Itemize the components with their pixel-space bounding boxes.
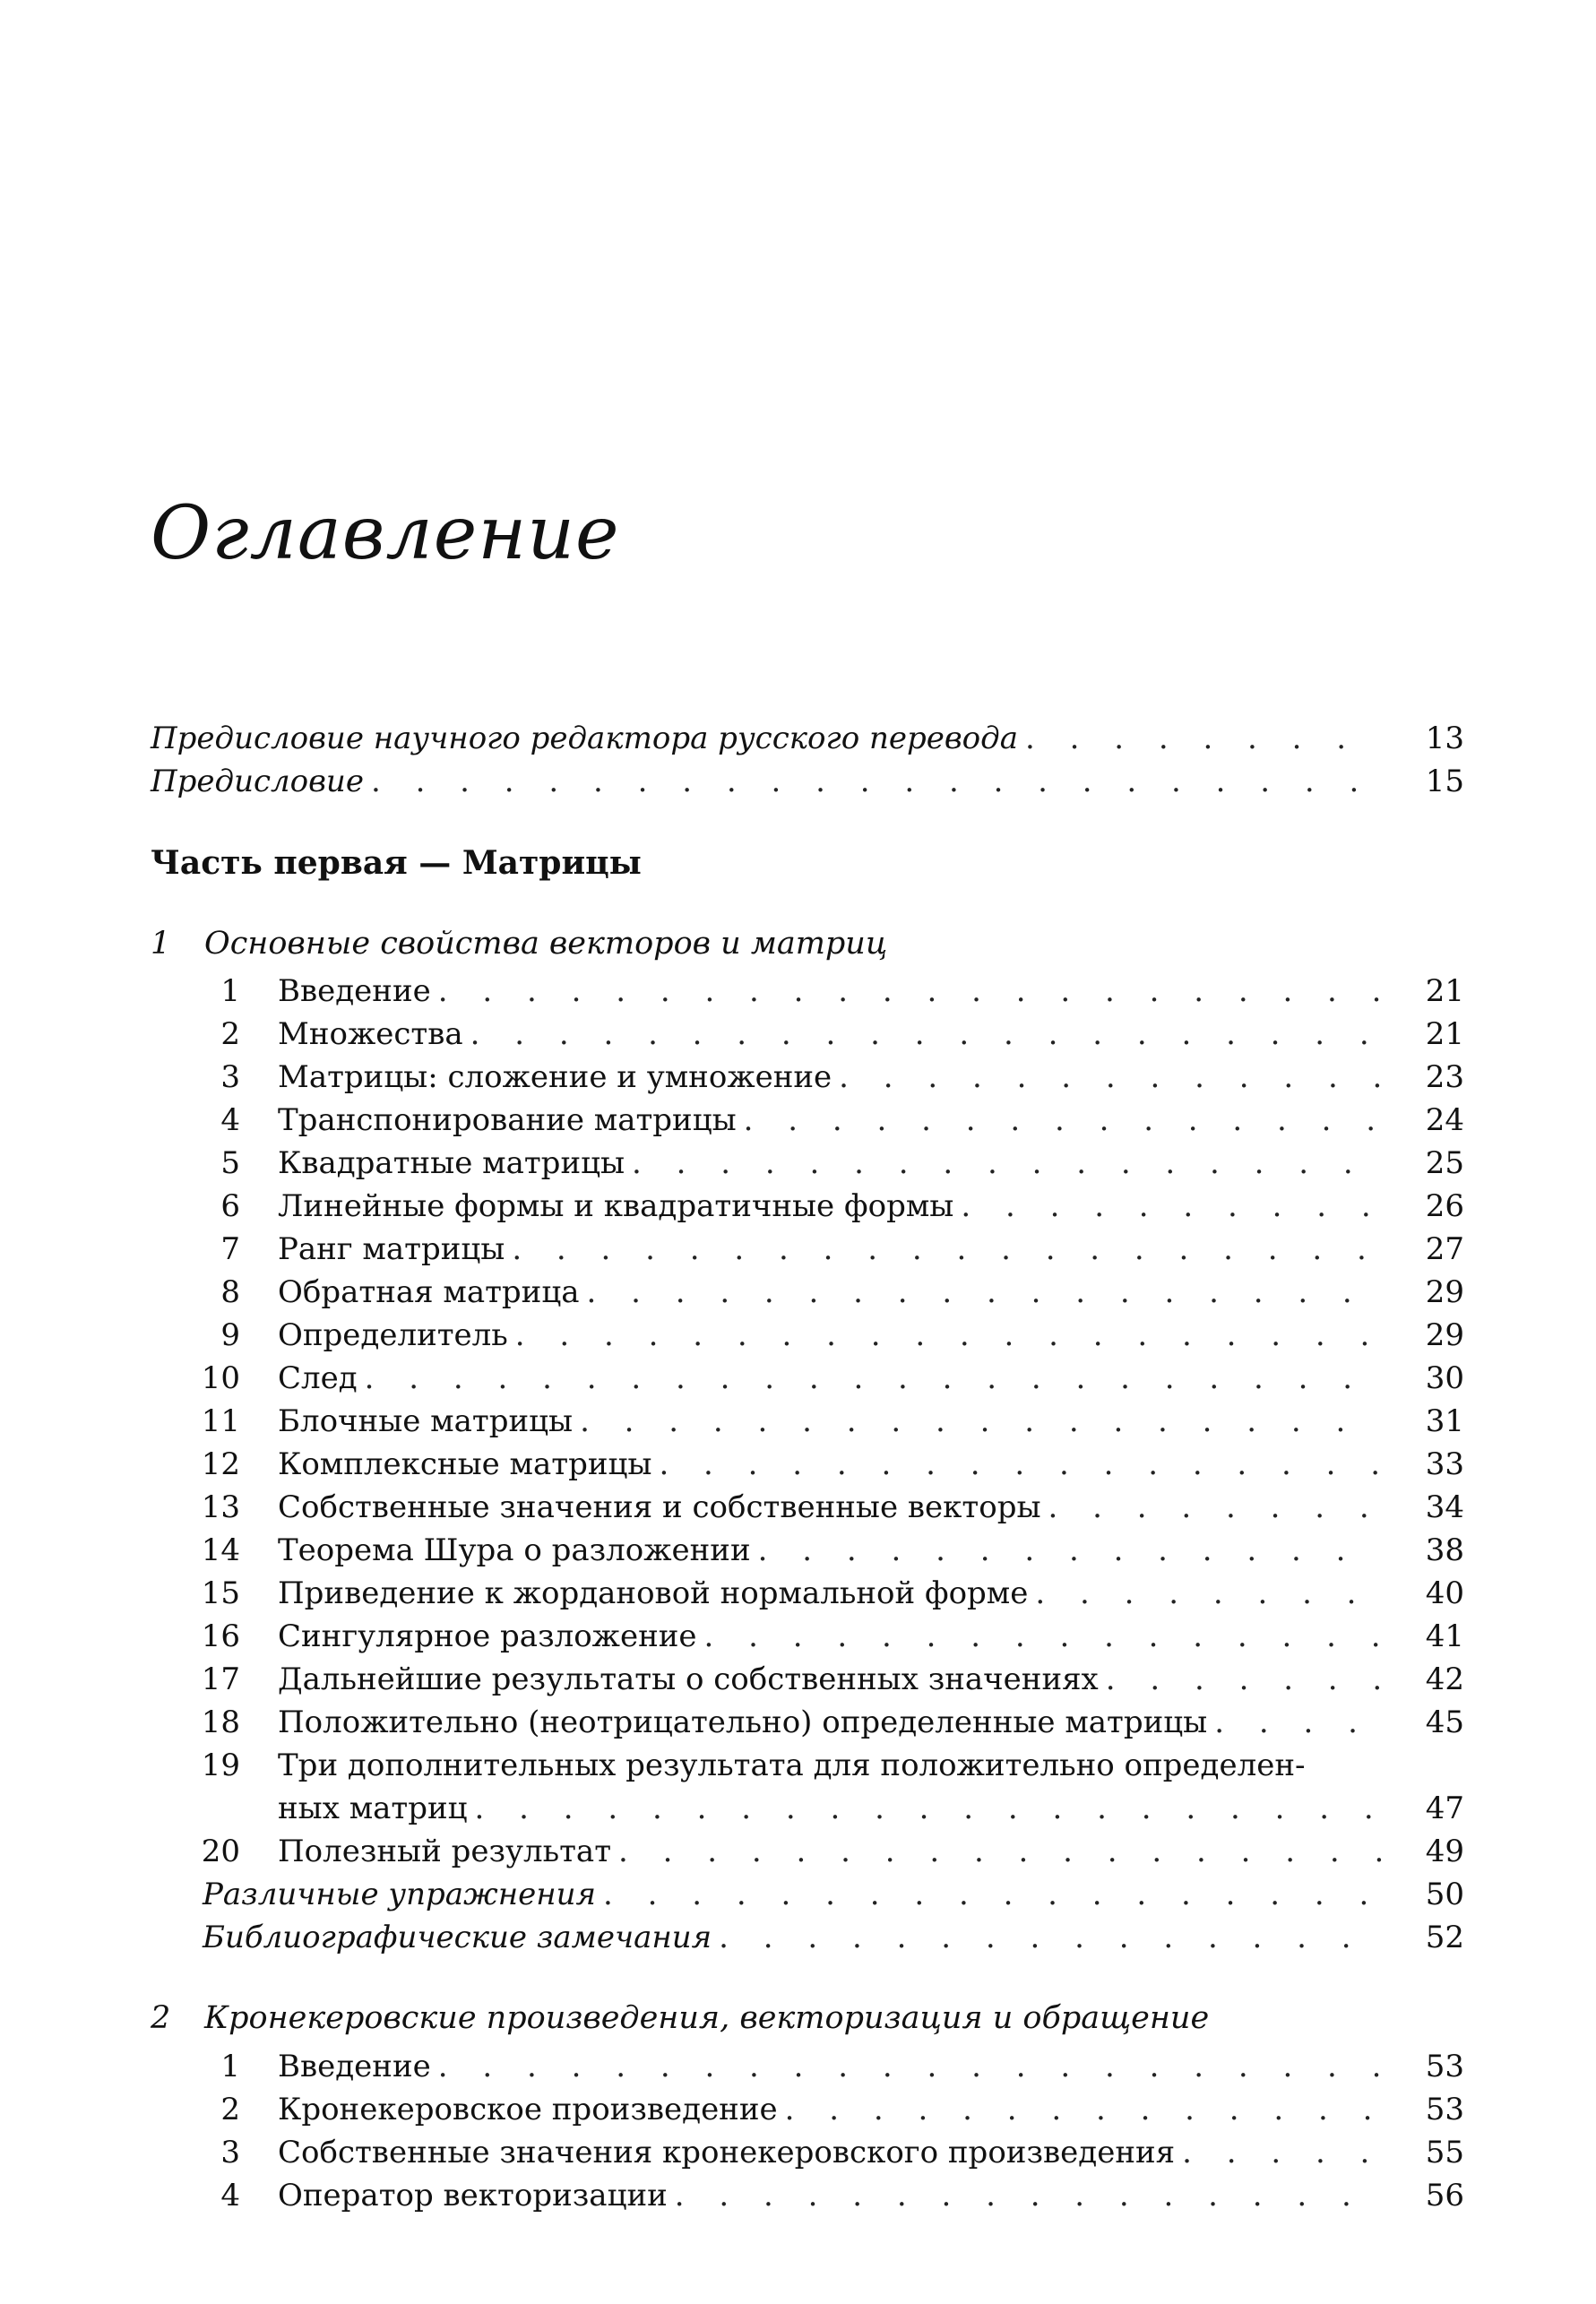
toc-page-number: 29 xyxy=(1425,1317,1464,1353)
toc-entry-text: Предисловие научного редактора русского перевода xyxy=(151,721,1018,756)
toc-section-number: 1 xyxy=(220,973,240,1009)
toc-entry-text: ных матриц xyxy=(278,1791,468,1826)
leader-dots xyxy=(832,1056,1382,1099)
toc-section-number: 17 xyxy=(201,1661,240,1697)
toc-entry-bibliographic-notes[interactable] xyxy=(151,1916,1464,1959)
toc-entry-section-2[interactable] xyxy=(151,2088,1464,2131)
leader-dots xyxy=(1028,1572,1382,1615)
toc-page-number: 29 xyxy=(1425,1274,1464,1310)
toc-entry-section-13[interactable] xyxy=(151,1486,1464,1529)
toc-entry-section-5[interactable] xyxy=(151,1142,1464,1185)
toc-page-number: 26 xyxy=(1425,1188,1464,1224)
toc-page-number: 40 xyxy=(1425,1575,1464,1611)
toc-entry-text: Введение xyxy=(278,973,431,1009)
toc-page-number: 34 xyxy=(1425,1489,1464,1525)
toc-page-number: 13 xyxy=(1425,721,1464,756)
toc-page-number: 50 xyxy=(1425,1877,1464,1912)
chapter-number: 1 xyxy=(151,926,171,962)
chapter-title: Кронекеровские произведения, векторизация и обращение xyxy=(204,2000,1210,2036)
toc-entry-text: Полезный результат xyxy=(278,1834,612,1869)
toc-entry-section-14[interactable] xyxy=(151,1529,1464,1572)
toc-page-number: 45 xyxy=(1425,1704,1464,1740)
toc-section-number: 1 xyxy=(220,2049,240,2084)
toc-entry-text: Предисловие xyxy=(151,764,364,799)
toc-section-number: 2 xyxy=(220,1016,240,1052)
leader-dots xyxy=(508,1314,1382,1357)
toc-section-number: 3 xyxy=(220,1059,240,1095)
toc-entry-text: Квадратные матрицы xyxy=(278,1145,625,1181)
toc-entry-text: Различные упражнения xyxy=(203,1877,597,1912)
toc-entry-text: Множества xyxy=(278,1016,463,1052)
toc-entry-section-17[interactable] xyxy=(151,1658,1464,1701)
toc-entry-text: Обратная матрица xyxy=(278,1274,580,1310)
toc-page-number: 33 xyxy=(1425,1446,1464,1482)
leader-dots xyxy=(697,1615,1382,1658)
toc-section-number: 11 xyxy=(201,1403,240,1439)
leader-dots xyxy=(712,1916,1382,1959)
toc-entry-text: Положительно (неотрицательно) определенные матрицы xyxy=(278,1704,1208,1740)
leader-dots xyxy=(1041,1486,1382,1529)
toc-entry-section-20[interactable] xyxy=(151,1830,1464,1873)
chapter-number: 2 xyxy=(151,2000,171,2036)
leader-dots xyxy=(611,1830,1382,1873)
toc-entry-text: Приведение к жордановой нормальной форме xyxy=(278,1575,1029,1611)
toc-entry-text: Библиографические замечания xyxy=(203,1920,712,1955)
toc-entry-section-10[interactable] xyxy=(151,1357,1464,1400)
toc-entry-text: Оператор векторизации xyxy=(278,2178,668,2213)
toc-page-number: 24 xyxy=(1425,1102,1464,1138)
toc-page-number: 47 xyxy=(1425,1791,1464,1826)
leader-dots xyxy=(1099,1658,1382,1701)
toc-section-number: 4 xyxy=(220,1102,240,1138)
leader-dots xyxy=(364,760,1382,803)
toc-section-number: 18 xyxy=(201,1704,240,1740)
toc-page-number: 41 xyxy=(1425,1618,1464,1654)
toc-entry-section-3[interactable] xyxy=(151,1056,1464,1099)
toc-entry-text: Теорема Шура о разложении xyxy=(278,1532,751,1568)
leader-dots xyxy=(358,1357,1382,1400)
toc-entry-section-12[interactable] xyxy=(151,1443,1464,1486)
toc-entry-section-19-line2[interactable] xyxy=(151,1787,1464,1830)
toc-entry-section-6[interactable] xyxy=(151,1185,1464,1228)
leader-dots xyxy=(431,970,1382,1013)
leader-dots xyxy=(573,1400,1382,1443)
toc-page-number: 56 xyxy=(1425,2178,1464,2213)
leader-dots xyxy=(778,2088,1382,2131)
toc-page-number: 55 xyxy=(1425,2135,1464,2170)
toc-page-number: 42 xyxy=(1425,1661,1464,1697)
toc-section-number: 19 xyxy=(201,1747,240,1783)
toc-entry-section-16[interactable] xyxy=(151,1615,1464,1658)
leader-dots xyxy=(579,1271,1382,1314)
leader-dots xyxy=(505,1228,1382,1271)
toc-entry-text: Введение xyxy=(278,2049,431,2084)
toc-entry-section-1[interactable] xyxy=(151,2045,1464,2088)
toc-entry-section-4[interactable] xyxy=(151,1099,1464,1142)
toc-entry-editor-preface[interactable] xyxy=(151,717,1464,760)
part-heading: Часть первая — Матрицы xyxy=(151,844,642,882)
toc-page-number: 53 xyxy=(1425,2092,1464,2127)
leader-dots xyxy=(1018,717,1382,760)
toc-section-number: 8 xyxy=(220,1274,240,1310)
leader-dots xyxy=(668,2174,1382,2217)
toc-page-number: 21 xyxy=(1425,973,1464,1009)
toc-entry-text: Кронекеровское произведение xyxy=(278,2092,778,2127)
toc-entry-text: След xyxy=(278,1360,358,1396)
leader-dots xyxy=(1207,1701,1382,1744)
toc-entry-section-7[interactable] xyxy=(151,1228,1464,1271)
toc-section-number: 12 xyxy=(201,1446,240,1482)
toc-entry-section-9[interactable] xyxy=(151,1314,1464,1357)
toc-entry-text: Собственные значения и собственные векторы xyxy=(278,1489,1041,1525)
leader-dots xyxy=(651,1443,1382,1486)
toc-page-number: 25 xyxy=(1425,1145,1464,1181)
toc-entry-text: Сингулярное разложение xyxy=(278,1618,697,1654)
toc-entry-text: Комплексные матрицы xyxy=(278,1446,652,1482)
toc-entry-section-19-line1[interactable] xyxy=(151,1744,1305,1787)
toc-entry-section-18[interactable] xyxy=(151,1701,1464,1744)
toc-page-number: 23 xyxy=(1425,1059,1464,1095)
toc-entry-preface[interactable] xyxy=(151,760,1464,803)
leader-dots xyxy=(463,1013,1382,1056)
toc-section-number: 7 xyxy=(220,1231,240,1267)
toc-page-number: 52 xyxy=(1425,1920,1464,1955)
toc-section-number: 16 xyxy=(201,1618,240,1654)
toc-section-number: 6 xyxy=(220,1188,240,1224)
toc-section-number: 2 xyxy=(220,2092,240,2127)
toc-page xyxy=(151,0,1464,2304)
toc-section-number: 20 xyxy=(201,1834,240,1869)
leader-dots xyxy=(1175,2131,1382,2174)
toc-entry-text: Ранг матрицы xyxy=(278,1231,505,1267)
toc-entry-section-4[interactable] xyxy=(151,2174,1464,2217)
leader-dots xyxy=(953,1185,1382,1228)
toc-entry-text: Собственные значения кронекеровского произведения xyxy=(278,2135,1176,2170)
toc-page-number: 30 xyxy=(1425,1360,1464,1396)
leader-dots xyxy=(737,1099,1382,1142)
chapter-heading[interactable] xyxy=(151,926,887,962)
toc-page-number: 15 xyxy=(1425,764,1464,799)
toc-page-number: 53 xyxy=(1425,2049,1464,2084)
toc-entry-exercises[interactable] xyxy=(151,1873,1464,1916)
leader-dots xyxy=(431,2045,1382,2088)
toc-section-number: 5 xyxy=(220,1145,240,1181)
toc-section-number: 15 xyxy=(201,1575,240,1611)
toc-page-number: 49 xyxy=(1425,1834,1464,1869)
leader-dots xyxy=(625,1142,1382,1185)
chapter-heading[interactable] xyxy=(151,2000,1209,2036)
toc-entry-section-2[interactable] xyxy=(151,1013,1464,1056)
leader-dots xyxy=(751,1529,1382,1572)
toc-section-number: 3 xyxy=(220,2135,240,2170)
toc-entry-text: Определитель xyxy=(278,1317,508,1353)
toc-entry-text: Блочные матрицы xyxy=(278,1403,574,1439)
leader-dots xyxy=(596,1873,1382,1916)
toc-entry-text: Линейные формы и квадратичные формы xyxy=(278,1188,954,1224)
toc-entry-section-15[interactable] xyxy=(151,1572,1464,1615)
toc-section-number: 9 xyxy=(220,1317,240,1353)
toc-entry-text: Три дополнительных результата для положительно определен- xyxy=(278,1747,1306,1783)
toc-page-number: 27 xyxy=(1425,1231,1464,1267)
toc-entry-text: Матрицы: сложение и умножение xyxy=(278,1059,833,1095)
toc-section-number: 10 xyxy=(201,1360,240,1396)
toc-section-number: 14 xyxy=(201,1532,240,1568)
toc-entry-text: Транспонирование матрицы xyxy=(278,1102,737,1138)
toc-page-number: 38 xyxy=(1425,1532,1464,1568)
chapter-title: Основные свойства векторов и матриц xyxy=(204,926,888,962)
toc-page-number: 21 xyxy=(1425,1016,1464,1052)
toc-entry-text: Дальнейшие результаты о собственных значениях xyxy=(278,1661,1099,1697)
page-title: Оглавление xyxy=(151,491,620,576)
toc-section-number: 4 xyxy=(220,2178,240,2213)
toc-entry-section-1[interactable] xyxy=(151,970,1464,1013)
toc-section-number: 13 xyxy=(201,1489,240,1525)
toc-page-number: 31 xyxy=(1425,1403,1464,1439)
leader-dots xyxy=(468,1787,1382,1830)
toc-entry-section-11[interactable] xyxy=(151,1400,1464,1443)
toc-entry-section-3[interactable] xyxy=(151,2131,1464,2174)
toc-entry-section-8[interactable] xyxy=(151,1271,1464,1314)
